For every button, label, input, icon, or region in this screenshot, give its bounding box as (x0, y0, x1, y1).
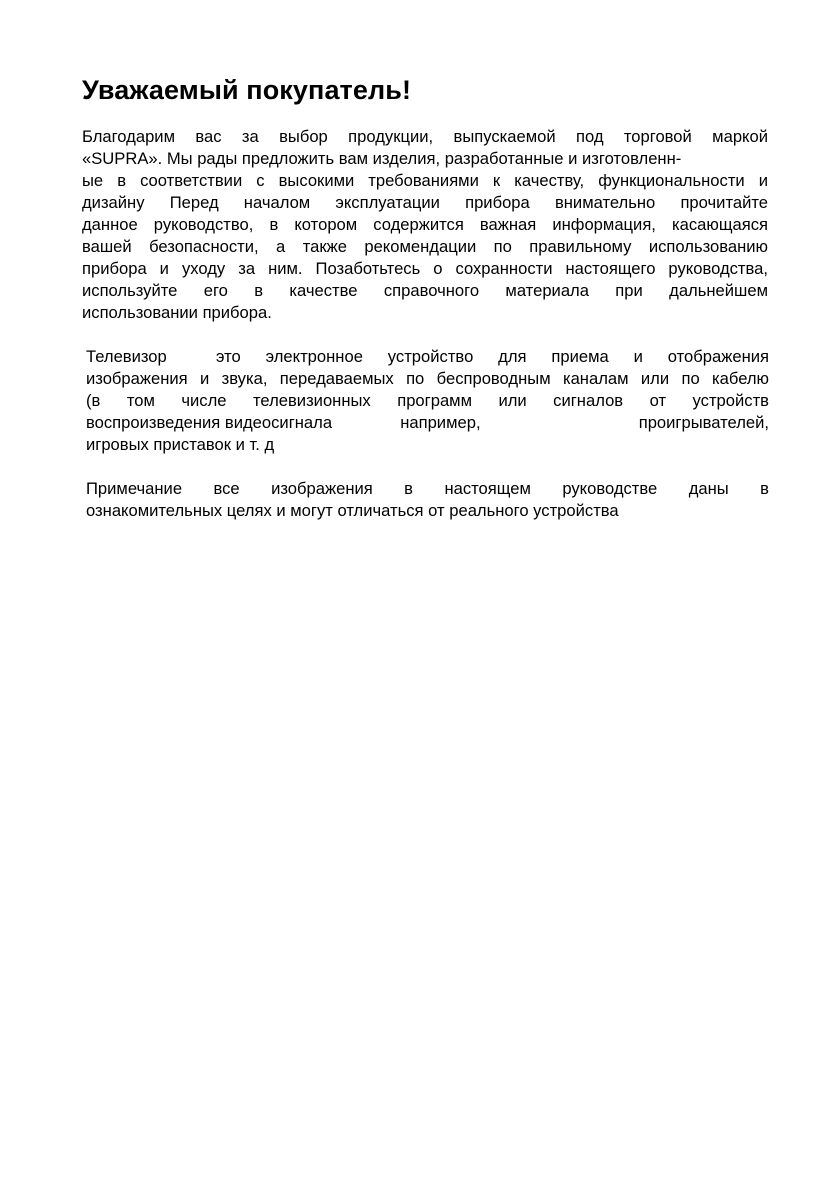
tv-line-1-rest: это электронное устройство для приема и отображения (216, 347, 769, 366)
intro-line-1 (82, 126, 768, 148)
intro-line-2: «SUPRA». Мы рады предложить вам изделия, разработанные и изготовленн- (82, 149, 682, 168)
tv-line-5: игровых приставок и т. д (86, 435, 275, 454)
intro-line-4 (82, 192, 768, 214)
intro-line-3-text: ые в соответствии с высокими требованиями к качеству, функциональности и (82, 171, 768, 190)
intro-line-6 (82, 236, 768, 258)
tv-line-4-part-b: например, (400, 413, 481, 432)
note-line-1-text: Примечание все изображения в настоящем руководстве даны в (86, 479, 769, 498)
intro-line-8-text: используйте его в качестве справочного материала при дальнейшем (82, 281, 768, 300)
note-line-1 (86, 478, 769, 500)
tv-line-1 (86, 346, 769, 368)
intro-line-9: использовании прибора. (82, 303, 272, 322)
intro-line-8 (82, 280, 768, 302)
intro-line-7-text: прибора и уходу за ним. Позаботьтесь о сохранности настоящего руководства, (82, 259, 768, 278)
intro-line-6-text: вашей безопасности, а также рекомендации по правильному использованию (82, 237, 768, 256)
tv-line-2-text: изображения и звука, передаваемых по беспроводным каналам или по кабелю (86, 369, 769, 388)
tv-line-3 (86, 390, 769, 412)
intro-line-5-text: данное руководство, в котором содержится важная информация, касающаяся (82, 215, 768, 234)
page-title: Уважаемый покупатель! (82, 75, 412, 105)
tv-line-4-part-a: воспроизведения видеосигнала (86, 413, 333, 432)
intro-line-4-text: дизайну Перед началом эксплуатации прибора внимательно прочитайте (82, 193, 768, 212)
tv-line-4 (86, 412, 769, 434)
intro-line-5 (82, 214, 768, 236)
tv-line-3-text: (в том числе телевизионных программ или сигналов от устройств (86, 391, 769, 410)
tv-line-1-term: Телевизор (86, 347, 167, 366)
intro-line-3 (82, 170, 768, 192)
tv-line-4-part-c: проигрывателей, (638, 413, 769, 432)
intro-line-7 (82, 258, 768, 280)
intro-line-1-text: Благодарим вас за выбор продукции, выпускаемой под торговой маркой (82, 127, 768, 146)
tv-line-2 (86, 368, 769, 390)
note-line-2: ознакомительных целях и могут отличаться от реального устройства (86, 501, 619, 520)
